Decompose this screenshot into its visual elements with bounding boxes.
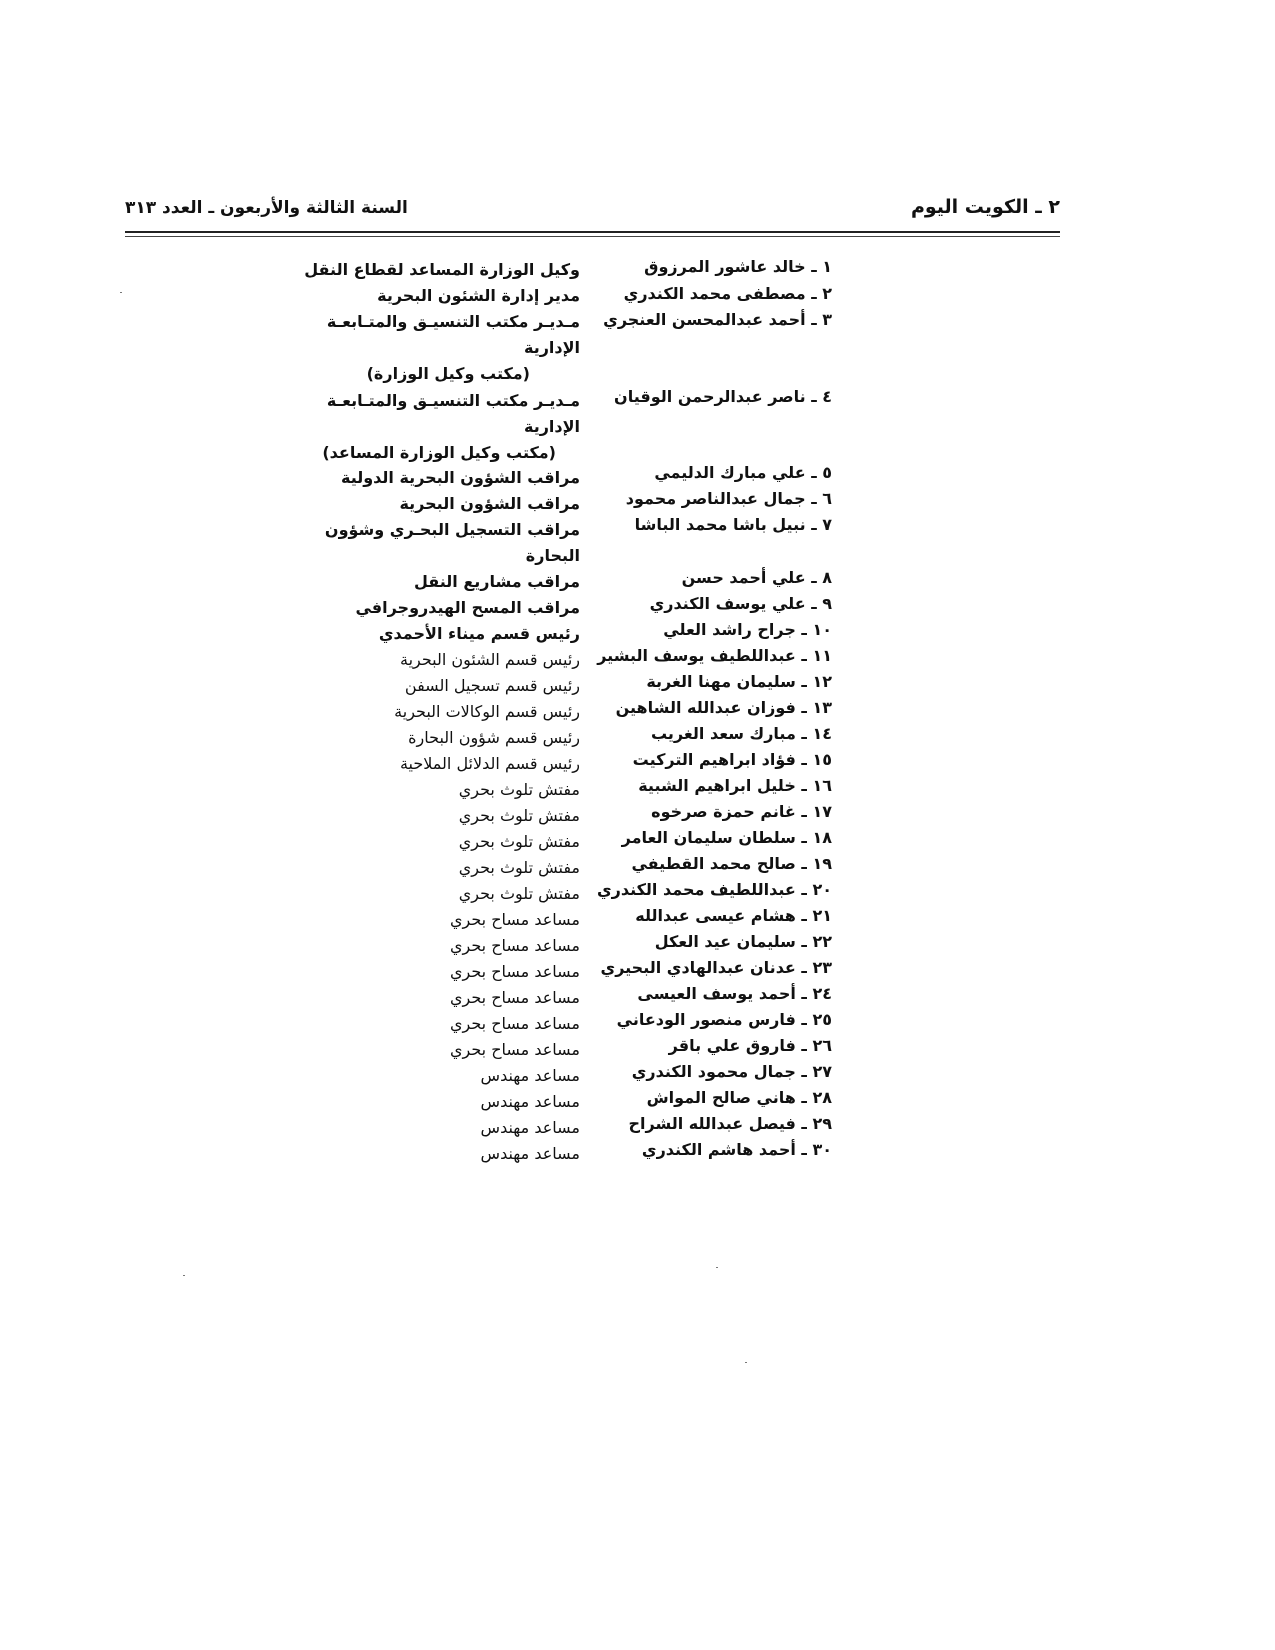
title-entry: مفتش تلوث بحري bbox=[458, 884, 580, 903]
title-entry: مساعد مهندس bbox=[480, 1092, 580, 1111]
title-continuation: البحارة bbox=[525, 546, 580, 565]
name-entry: ١٥ ـ فؤاد ابراهيم التركيت bbox=[632, 750, 832, 769]
title-entry: رئيس قسم شؤون البحارة bbox=[408, 728, 580, 747]
title-entry: مساعد مساح بحري bbox=[449, 1014, 580, 1033]
title-entry: مساعد مساح بحري bbox=[449, 1040, 580, 1059]
title-entry: رئيس قسم الشئون البحرية bbox=[399, 650, 580, 669]
page-label: ٢ ـ الكويت اليوم bbox=[910, 196, 1060, 218]
header-rule-thin bbox=[125, 236, 1060, 237]
title-entry: رئيس قسم الوكالات البحرية bbox=[394, 702, 580, 721]
title-entry: رئيس قسم تسجيل السفن bbox=[404, 676, 580, 695]
page-header bbox=[125, 196, 1060, 226]
title-entry: مـديـر مكتب التنسيـق والمتـابعـة bbox=[326, 391, 580, 410]
name-entry: ١٢ ـ سليمان مهنا الغربة bbox=[646, 672, 832, 691]
name-entry: ٢٧ ـ جمال محمود الكندري bbox=[631, 1062, 832, 1081]
name-entry: ٩ ـ علي يوسف الكندري bbox=[649, 594, 832, 613]
name-entry: ٢٣ ـ عدنان عبدالهادي البحيري bbox=[600, 958, 832, 977]
title-entry: وكيل الوزارة المساعد لقطاع النقل bbox=[304, 260, 580, 279]
name-entry: ٣ ـ أحمد عبدالمحسن العنجري bbox=[603, 310, 832, 329]
title-entry: مساعد مساح بحري bbox=[449, 962, 580, 981]
scan-speck bbox=[745, 1362, 747, 1363]
name-entry: ٢٤ ـ أحمد يوسف العيسى bbox=[637, 984, 832, 1003]
name-entry: ١٤ ـ مبارك سعد الغريب bbox=[650, 724, 832, 743]
name-entry: ٧ ـ نبيل باشا محمد الباشا bbox=[634, 515, 832, 534]
title-entry: مراقب التسجيل البحـري وشؤون bbox=[324, 520, 580, 539]
issue-info: السنة الثالثة والأربعون ـ العدد ٣١٣ bbox=[125, 198, 408, 218]
name-entry: ٤ ـ ناصر عبدالرحمن الوقيان bbox=[614, 387, 832, 406]
title-continuation: الإدارية bbox=[523, 338, 580, 357]
name-entry: ٢١ ـ هشام عيسى عبدالله bbox=[635, 906, 832, 925]
title-entry: مراقب مشاريع النقل bbox=[413, 572, 580, 591]
name-entry: ٢٥ ـ فارس منصور الودعاني bbox=[616, 1010, 832, 1029]
title-entry: مفتش تلوث بحري bbox=[458, 806, 580, 825]
office-note: (مكتب وكيل الوزارة المساعد) bbox=[322, 443, 556, 462]
title-entry: رئيس قسم ميناء الأحمدي bbox=[378, 624, 580, 643]
name-entry: ١٩ ـ صالح محمد القطيفي bbox=[631, 854, 832, 873]
scan-speck bbox=[183, 1275, 185, 1276]
title-entry: مراقب الشؤون البحرية الدولية bbox=[340, 468, 580, 487]
name-entry: ١١ ـ عبداللطيف يوسف البشير bbox=[597, 646, 832, 665]
title-entry: مفتش تلوث بحري bbox=[458, 858, 580, 877]
title-entry: مساعد مساح بحري bbox=[449, 936, 580, 955]
title-entry: مساعد مهندس bbox=[480, 1144, 580, 1163]
title-entry: مساعد مهندس bbox=[480, 1118, 580, 1137]
title-entry: مراقب المسح الهيدروجرافي bbox=[355, 598, 580, 617]
title-entry: مـديـر مكتب التنسيـق والمتـابعـة bbox=[326, 312, 580, 331]
title-entry: مراقب الشؤون البحرية bbox=[399, 494, 580, 513]
title-entry: مساعد مساح بحري bbox=[449, 988, 580, 1007]
scan-speck bbox=[716, 1267, 718, 1268]
title-entry: مفتش تلوث بحري bbox=[458, 780, 580, 799]
name-entry: ٥ ـ علي مبارك الدليمي bbox=[654, 463, 832, 482]
name-entry: ٦ ـ جمال عبدالناصر محمود bbox=[625, 489, 832, 508]
name-entry: ٨ ـ علي أحمد حسن bbox=[681, 568, 832, 587]
name-entry: ١٧ ـ غانم حمزة صرخوه bbox=[651, 802, 832, 821]
name-entry: ٢٢ ـ سليمان عيد العكل bbox=[654, 932, 832, 951]
name-entry: ٢٨ ـ هاني صالح المواش bbox=[646, 1088, 832, 1107]
name-entry: ١٨ ـ سلطان سليمان العامر bbox=[621, 828, 832, 847]
name-entry: ٢ ـ مصطفى محمد الكندري bbox=[623, 284, 832, 303]
name-entry: ٢٦ ـ فاروق علي باقر bbox=[668, 1036, 832, 1055]
name-entry: ٣٠ ـ أحمد هاشم الكندري bbox=[641, 1140, 832, 1159]
scan-speck bbox=[120, 292, 122, 293]
header-rule bbox=[125, 231, 1060, 233]
title-entry: مساعد مهندس bbox=[480, 1066, 580, 1085]
name-entry: ٢٩ ـ فيصل عبدالله الشراح bbox=[628, 1114, 832, 1133]
name-entry: ١٠ ـ جراح راشد العلي bbox=[663, 620, 832, 639]
name-entry: ١٣ ـ فوزان عبدالله الشاهين bbox=[615, 698, 832, 717]
office-note: (مكتب وكيل الوزارة) bbox=[366, 364, 530, 383]
name-entry: ١ ـ خالد عاشور المرزوق bbox=[644, 257, 832, 276]
name-entry: ٢٠ ـ عبداللطيف محمد الكندري bbox=[596, 880, 832, 899]
title-entry: مدير إدارة الشئون البحرية bbox=[377, 286, 580, 305]
name-entry: ١٦ ـ خليل ابراهيم الشبية bbox=[638, 776, 832, 795]
title-entry: مساعد مساح بحري bbox=[449, 910, 580, 929]
title-entry: مفتش تلوث بحري bbox=[458, 832, 580, 851]
title-continuation: الإدارية bbox=[523, 417, 580, 436]
title-entry: رئيس قسم الدلائل الملاحية bbox=[399, 754, 580, 773]
